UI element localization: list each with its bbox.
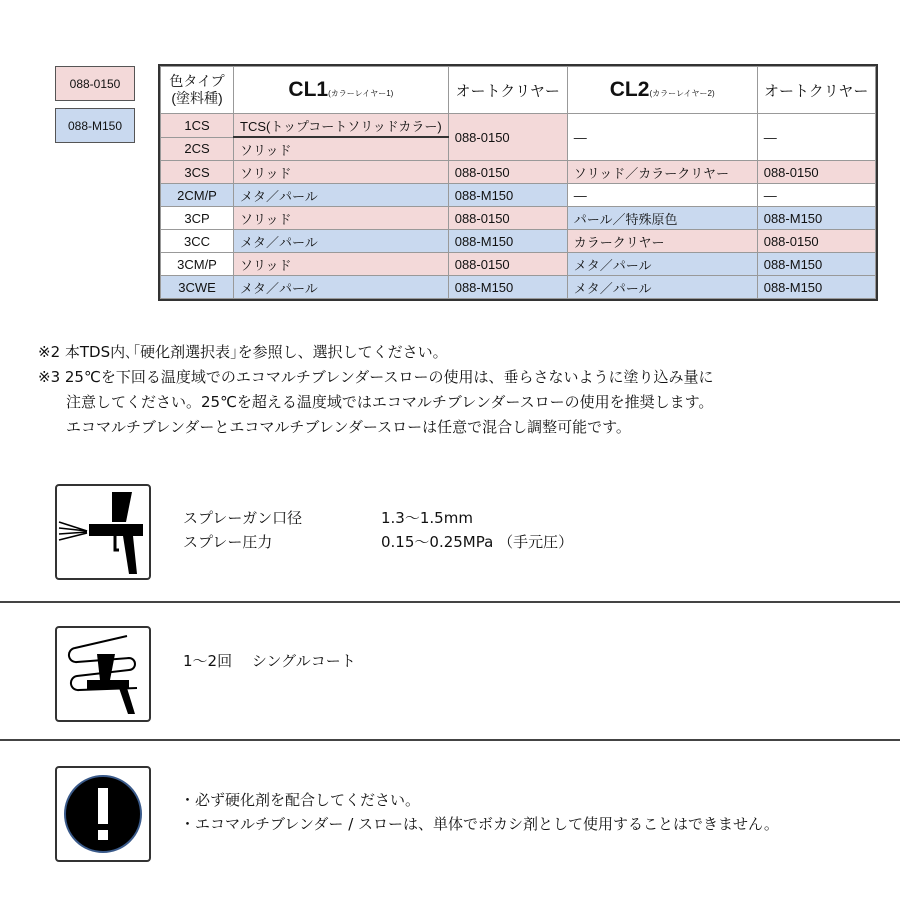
cell-ac1: 088-M150	[448, 230, 567, 253]
divider	[0, 739, 900, 741]
cell-ac2: 088-M150	[757, 207, 875, 230]
table-row	[161, 114, 876, 138]
pressure-value: 0.15～0.25MPa （手元圧）	[381, 533, 574, 551]
note-2: ※2 本TDS内､｢硬化剤選択表｣を参照し、選択してください。	[38, 343, 448, 361]
cell-ac2: 088-M150	[757, 276, 875, 299]
cell-ac1: 088-0150	[448, 114, 567, 161]
cell-type: 2CS	[161, 137, 234, 161]
cell-cl2: メタ／パール	[567, 276, 757, 299]
spray-gun-icon	[55, 484, 151, 580]
cell-ac1: 088-M150	[448, 276, 567, 299]
cell-ac1: 088-0150	[448, 253, 567, 276]
table-row	[161, 184, 876, 207]
caution-item: ・必ず硬化剤を配合してください。	[180, 791, 421, 809]
header-type: 色タイプ (塗料種)	[161, 67, 234, 114]
cell-ac2: 088-0150	[757, 230, 875, 253]
cell-type: 3CP	[161, 207, 234, 230]
divider	[0, 601, 900, 603]
header-cl2: CL2(カラーレイヤー2)	[567, 67, 757, 114]
cell-ac1: 088-0150	[448, 207, 567, 230]
cell-type: 3CWE	[161, 276, 234, 299]
cell-ac1: 088-M150	[448, 184, 567, 207]
header-cl1: CL1(カラーレイヤー1)	[234, 67, 449, 114]
cell-cl2: ソリッド／カラークリヤー	[567, 161, 757, 184]
cell-type: 3CC	[161, 230, 234, 253]
cell-type: 3CS	[161, 161, 234, 184]
warning-icon	[55, 766, 151, 862]
cell-cl1: ソリッド	[234, 137, 449, 161]
table-row	[161, 230, 876, 253]
legend-blue: 088-M150	[55, 108, 135, 143]
cell-ac2: —	[757, 184, 875, 207]
coat-text: 1～2回 シングルコート	[183, 652, 356, 670]
nozzle-label: スプレーガン口径	[183, 509, 303, 527]
cell-cl2: パール／特殊原色	[567, 207, 757, 230]
legend-pink: 088-0150	[55, 66, 135, 101]
header-autoclear-2: オートクリヤー	[757, 67, 875, 114]
cell-cl2: メタ／パール	[567, 253, 757, 276]
cell-ac1: 088-0150	[448, 161, 567, 184]
note-3: ※3 25℃を下回る温度域でのエコマルチブレンダースローの使用は、垂らさないように塗り込み量に	[38, 368, 714, 386]
note-3-cont: エコマルチブレンダーとエコマルチブレンダースローは任意で混合し調整可能です。	[66, 418, 631, 436]
cell-cl1: メタ／パール	[234, 184, 449, 207]
cell-cl1: ソリッド	[234, 207, 449, 230]
cell-cl1: メタ／パール	[234, 276, 449, 299]
table-row	[161, 207, 876, 230]
notes	[38, 340, 714, 440]
caution-list	[180, 788, 779, 836]
cell-type: 1CS	[161, 114, 234, 138]
cell-cl2: —	[567, 114, 757, 161]
cell-cl1: メタ／パール	[234, 230, 449, 253]
cell-ac2: 088-M150	[757, 253, 875, 276]
cell-ac2: 088-0150	[757, 161, 875, 184]
nozzle-value: 1.3～1.5mm	[381, 509, 473, 527]
table-row	[161, 276, 876, 299]
cell-type: 3CM/P	[161, 253, 234, 276]
cell-cl2: カラークリヤー	[567, 230, 757, 253]
pressure-label: スプレー圧力	[183, 533, 273, 551]
cell-cl1: ソリッド	[234, 161, 449, 184]
header-autoclear-1: オートクリヤー	[448, 67, 567, 114]
coat-pattern-icon	[55, 626, 151, 722]
table-row	[161, 161, 876, 184]
table-row	[161, 253, 876, 276]
cell-cl1: ソリッド	[234, 253, 449, 276]
caution-item: ・エコマルチブレンダー / スローは、単体でボカシ剤として使用することはできません。	[180, 815, 779, 833]
hardener-table	[160, 66, 876, 299]
cell-type: 2CM/P	[161, 184, 234, 207]
spray-spec	[183, 506, 573, 554]
cell-cl2: —	[567, 184, 757, 207]
cell-ac2: —	[757, 114, 875, 161]
cell-cl1: TCS(トップコートソリッドカラー)	[234, 114, 449, 138]
note-3-cont: 注意してください。25℃を超える温度域ではエコマルチブレンダースローの使用を推奨します。	[66, 393, 714, 411]
